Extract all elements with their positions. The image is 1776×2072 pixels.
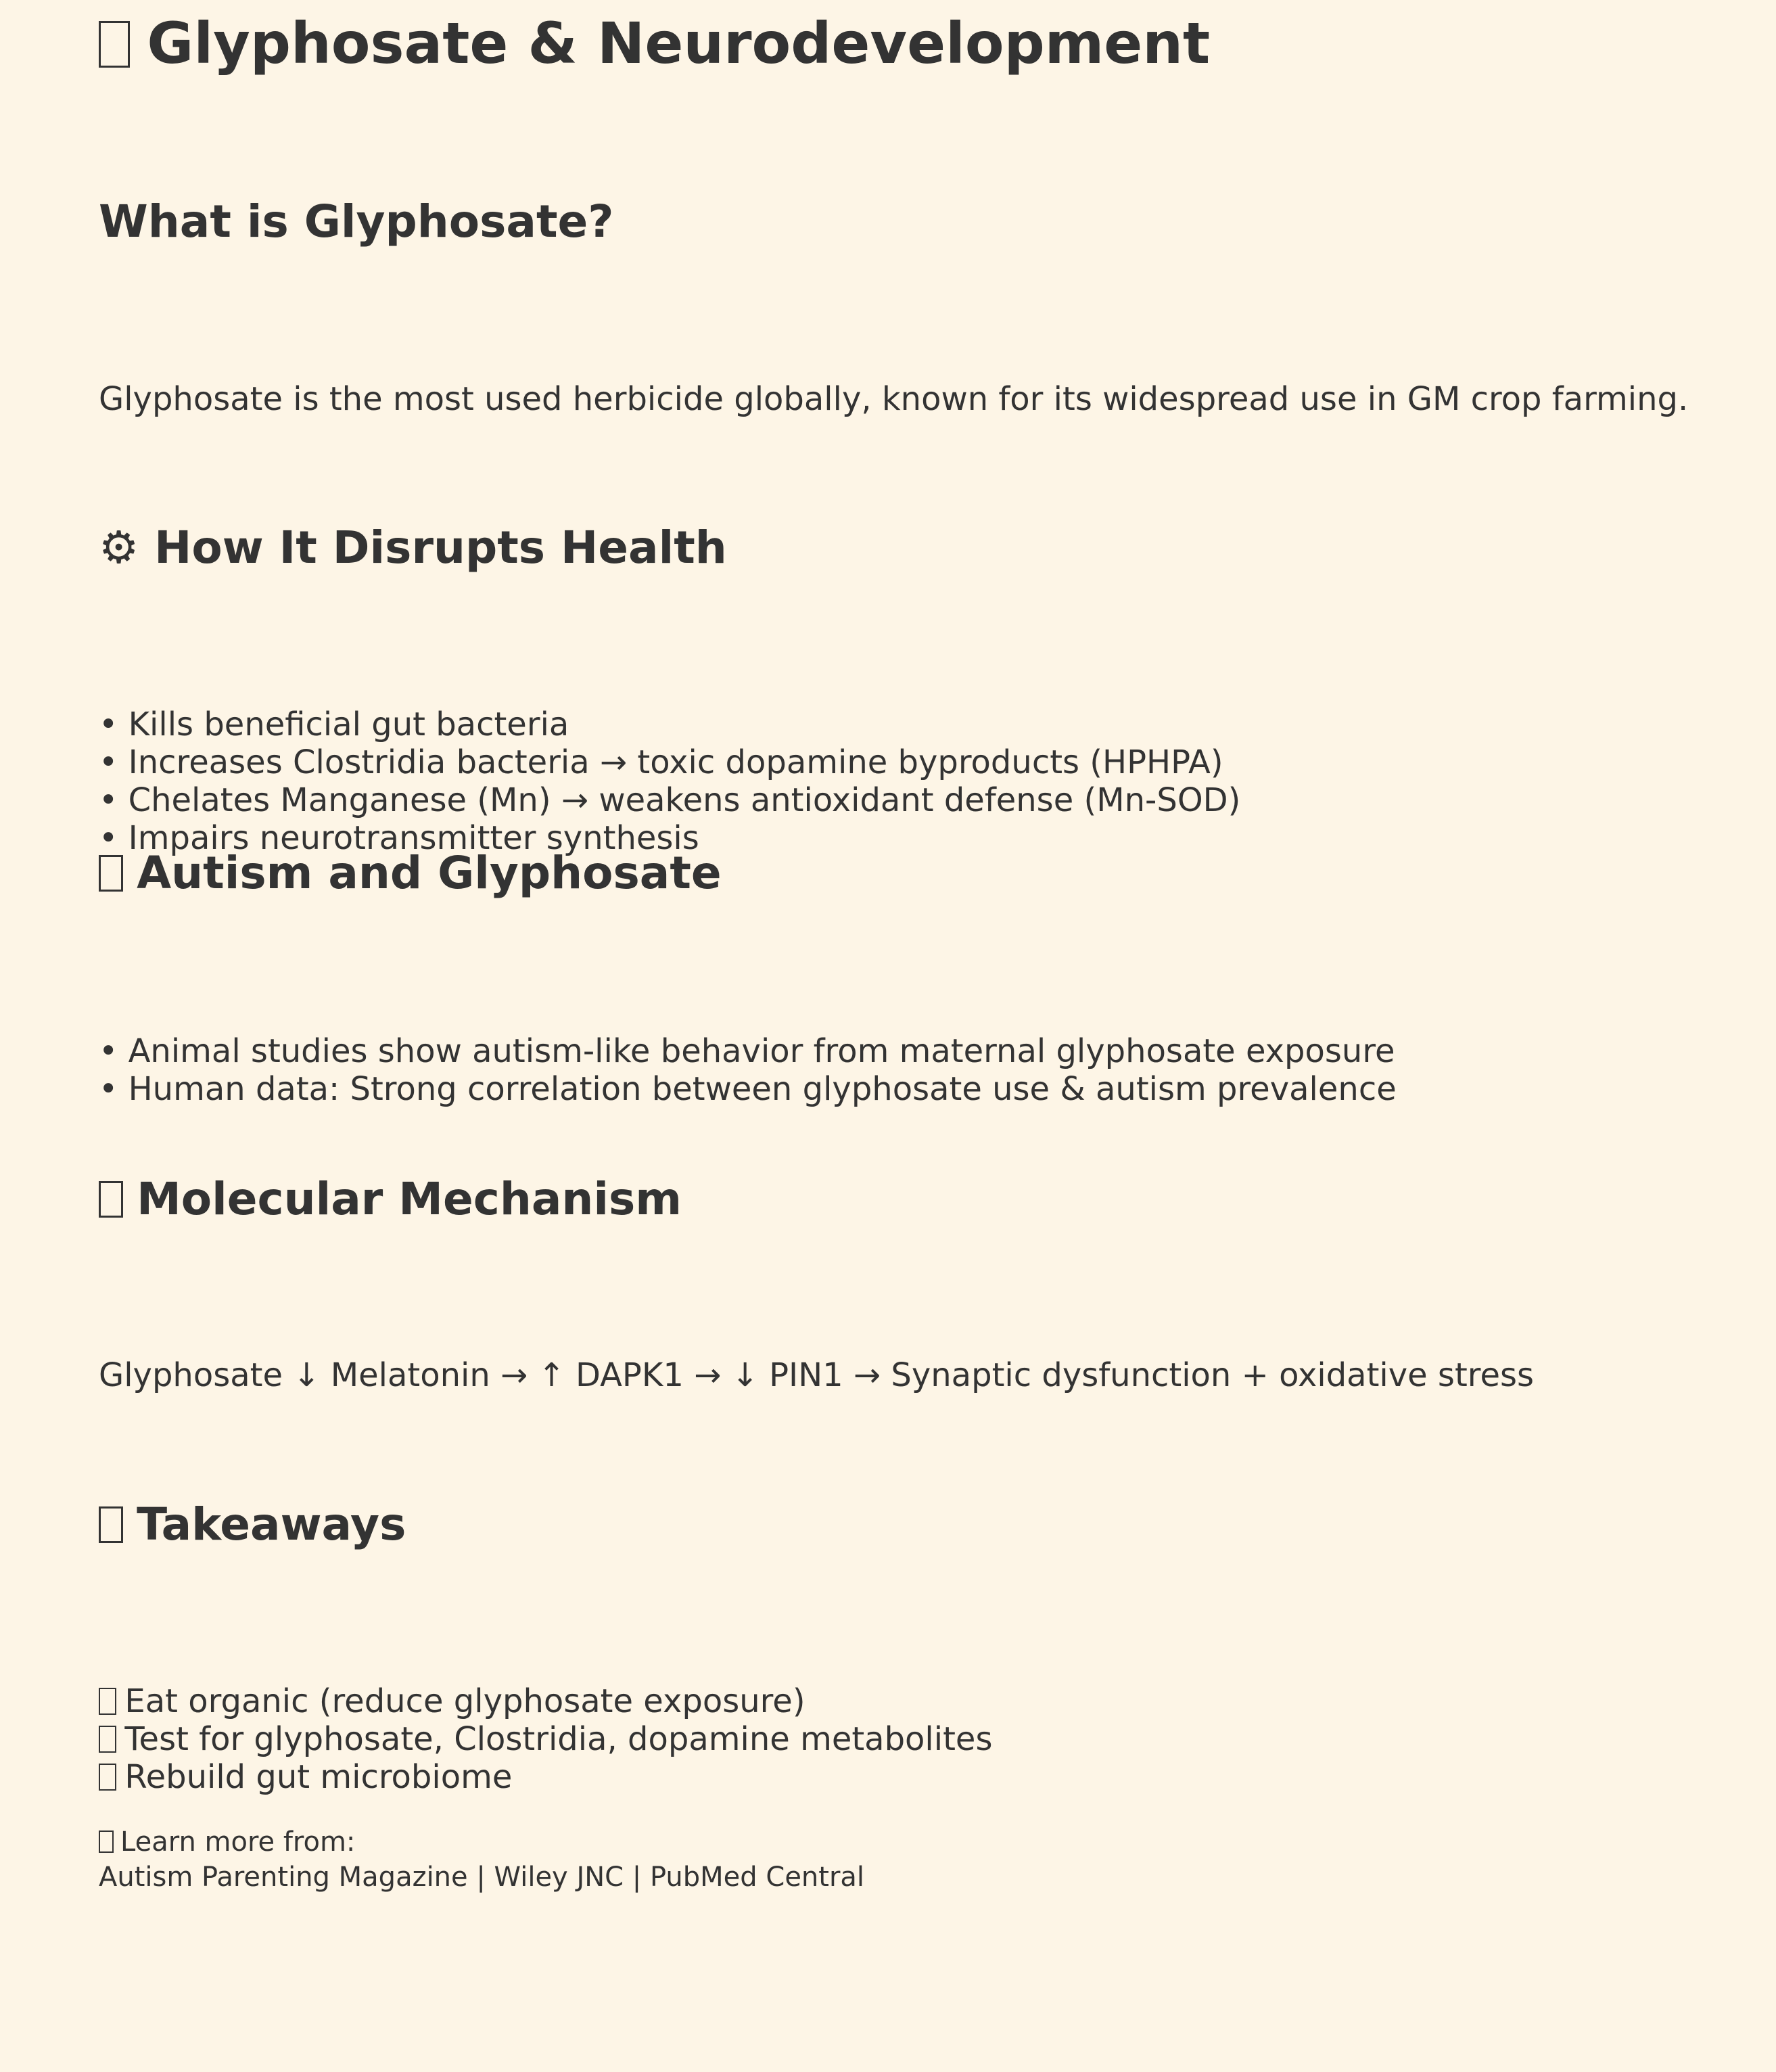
puzzle-icon (99, 855, 123, 892)
list-item: • Kills beneficial gut bacteria (99, 706, 569, 743)
check-icon (99, 1688, 116, 1714)
dna-icon (99, 1181, 123, 1218)
section-body-autism (99, 1032, 1397, 1108)
list-item: Eat organic (reduce glyphosate exposure) (99, 1682, 992, 1720)
section-heading-autism: Autism and Glyphosate (99, 851, 722, 896)
list-item: • Increases Clostridia bacteria → toxic dopamine byproducts (HPHPA) (99, 743, 1223, 781)
brain-icon (99, 21, 130, 68)
section-body-mechanism: Glyphosate ↓ Melatonin → ↑ DAPK1 → ↓ PIN1 → Synaptic dysfunction + oxidative stress (99, 1356, 1534, 1394)
section-body-health (99, 706, 1240, 857)
check-icon (99, 1764, 116, 1790)
footer-source-list: Autism Parenting Magazine | Wiley JNC | PubMed Central (99, 1862, 865, 1893)
page-title (99, 10, 1211, 76)
section-body-takeaways (99, 1682, 992, 1796)
section-heading-what: What is Glyphosate? (99, 195, 614, 248)
check-icon (99, 1726, 116, 1752)
list-item: Test for glyphosate, Clostridia, dopamine metabolites (99, 1720, 992, 1758)
book-icon (99, 1831, 114, 1853)
footer-label: Learn more from: (120, 1826, 356, 1858)
section-body-what: Glyphosate is the most used herbicide globally, known for its widespread use in GM crop farming. (99, 380, 1689, 418)
section-heading-mechanism: Molecular Mechanism (99, 1177, 682, 1222)
list-item: • Animal studies show autism-like behavior from maternal glyphosate exposure (99, 1032, 1395, 1070)
list-item: Rebuild gut microbiome (99, 1758, 992, 1796)
page-title-text: Glyphosate & Neurodevelopment (147, 10, 1211, 76)
section-heading-takeaways: Takeaways (99, 1502, 406, 1547)
list-item: • Human data: Strong correlation between glyphosate use & autism prevalence (99, 1070, 1397, 1108)
gear-icon: ⚙ (99, 522, 139, 574)
checklist-icon (99, 1506, 123, 1543)
section-heading-health: ⚙ How It Disrupts Health (99, 522, 727, 574)
list-item: • Chelates Manganese (Mn) → weakens antioxidant defense (Mn-SOD) (99, 781, 1241, 819)
list-item: • Impairs neurotransmitter synthesis (99, 819, 699, 857)
footer-sources (99, 1824, 864, 1895)
